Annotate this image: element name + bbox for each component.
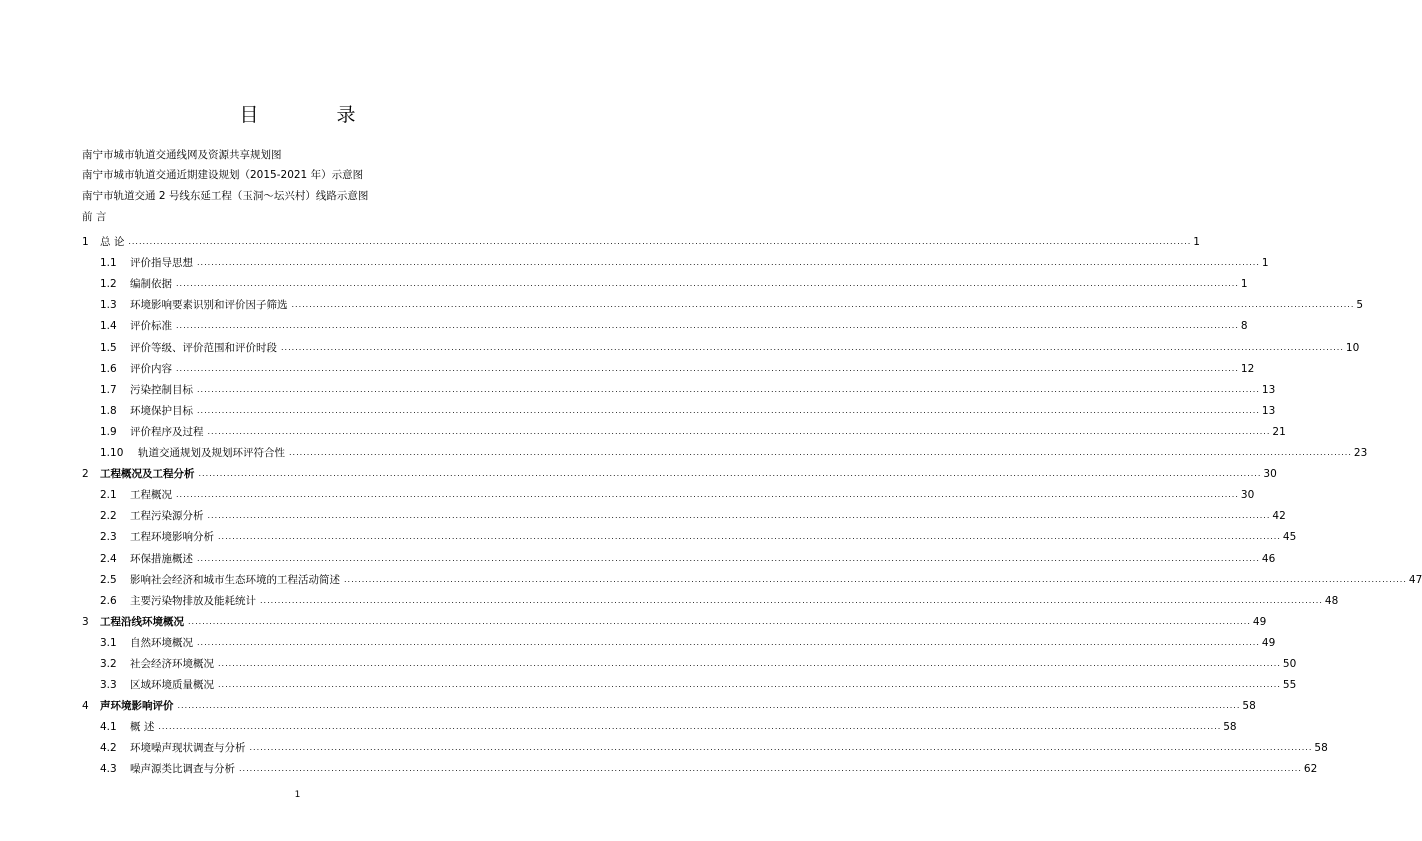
toc-entry-label: 声环境影响评价 [100, 700, 174, 713]
toc-entry[interactable] [82, 587, 1339, 608]
toc-entry-page: 48 [1324, 594, 1339, 607]
toc-entry-label: 工程污染源分析 [130, 510, 204, 523]
toc-entry-page: 47 [1408, 573, 1422, 586]
toc-entry[interactable] [82, 397, 1276, 418]
toc-entry[interactable] [82, 755, 1318, 776]
toc-entry-number: 2 [82, 468, 89, 481]
toc-entry-number: 1.7 [100, 383, 117, 396]
toc-entry-number: 3 [82, 615, 89, 628]
toc-entry[interactable] [82, 460, 1277, 481]
toc-dot-leader: ............................................................................................................................................................................................................................................................................................................ [188, 616, 1251, 626]
toc-entry[interactable] [82, 713, 1237, 734]
toc-entry-page: 58 [1223, 721, 1237, 734]
toc-dot-leader: ............................................................................................................................................................................................................................................................................................................ [128, 237, 1192, 247]
toc-entry-label: 影响社会经济和城市生态环境的工程活动简述 [130, 573, 340, 586]
toc-entry-label: 概 述 [130, 721, 155, 734]
toc-entry-label: 污染控制目标 [130, 383, 193, 396]
toc-entry-number: 2.4 [100, 552, 117, 565]
toc-entry-label: 评价程序及过程 [130, 425, 204, 438]
toc-entry-page: 45 [1282, 531, 1297, 544]
toc-dot-leader: ............................................................................................................................................................................................................................................................................................................ [291, 300, 1355, 310]
toc-entry[interactable] [82, 376, 1276, 397]
front-matter-item[interactable]: 南宁市城市轨道交通线网及资源共享规划图 [82, 149, 282, 161]
toc-entry-label: 环境噪声现状调查与分析 [130, 742, 246, 755]
toc-entry-number: 1.6 [100, 362, 117, 375]
toc-dot-leader: ............................................................................................................................................................................................................................................................................................................ [207, 426, 1271, 436]
toc-entry-page: 30 [1240, 489, 1255, 502]
toc-dot-leader: ............................................................................................................................................................................................................................................................................................................ [176, 363, 1239, 373]
toc-entry-page: 23 [1353, 447, 1368, 460]
toc-entry[interactable] [82, 249, 1269, 270]
toc-dot-leader: ............................................................................................................................................................................................................................................................................................................ [218, 680, 1281, 690]
toc-entry-page: 50 [1282, 657, 1297, 670]
toc-entry-page: 58 [1242, 700, 1256, 713]
toc-entry-label: 轨道交通规划及规划环评符合性 [138, 447, 285, 460]
toc-dot-leader: ............................................................................................................................................................................................................................................................................................................ [260, 595, 1323, 605]
toc-entry-label: 工程环境影响分析 [130, 531, 214, 544]
toc-entry-number: 1.4 [100, 320, 117, 333]
toc-entry-number: 4 [82, 700, 89, 713]
toc-entry-label: 区域环境质量概况 [130, 679, 214, 692]
toc-entry-number: 3.3 [100, 679, 117, 692]
toc-entry-number: 1.9 [100, 425, 117, 438]
toc-entry[interactable] [82, 566, 1422, 587]
front-matter-item[interactable]: 南宁市轨道交通 2 号线东延工程（玉洞～坛兴村）线路示意图 [82, 190, 369, 202]
toc-entry-label: 环保措施概述 [130, 552, 193, 565]
toc-dot-leader: ............................................................................................................................................................................................................................................................................................................ [281, 342, 1344, 352]
toc-dot-leader: ............................................................................................................................................................................................................................................................................................................ [176, 321, 1239, 331]
front-matter-item[interactable]: 南宁市城市轨道交通近期建设规划（2015-2021 年）示意图 [82, 169, 364, 181]
toc-entry-number: 1.1 [100, 257, 117, 270]
toc-entry[interactable] [82, 523, 1297, 544]
toc-dot-leader: ............................................................................................................................................................................................................................................................................................................ [158, 722, 1222, 732]
toc-dot-leader: ............................................................................................................................................................................................................................................................................................................ [176, 490, 1239, 500]
toc-entry-page: 13 [1261, 383, 1276, 396]
toc-entry-number: 1.8 [100, 404, 117, 417]
toc-entry-number: 4.3 [100, 763, 117, 776]
toc-entry[interactable] [82, 355, 1255, 376]
toc-entry-page: 62 [1303, 763, 1318, 776]
page-number: 1 [294, 790, 301, 800]
toc-entry[interactable] [82, 544, 1276, 565]
toc-entry-number: 1.2 [100, 278, 117, 291]
toc-entry-label: 评价标准 [130, 320, 172, 333]
toc-dot-leader: ............................................................................................................................................................................................................................................................................................................ [239, 764, 1302, 774]
toc-entry-number: 4.1 [100, 721, 117, 734]
toc-entry-page: 5 [1356, 299, 1364, 312]
toc-entry-number: 3.2 [100, 657, 117, 670]
toc-entry-page: 30 [1263, 468, 1277, 481]
toc-dot-leader: ............................................................................................................................................................................................................................................................................................................ [207, 511, 1271, 521]
toc-entry-label: 工程概况及工程分析 [100, 468, 195, 481]
toc-entry-page: 58 [1314, 742, 1328, 755]
toc-entry-number: 1.3 [100, 299, 117, 312]
toc-entry-label: 环境影响要素识别和评价因子筛选 [130, 299, 288, 312]
toc-entry-label: 工程沿线环境概况 [100, 615, 184, 628]
toc-entry-label: 工程概况 [130, 489, 172, 502]
toc-entry-number: 2.2 [100, 510, 117, 523]
toc-entry[interactable] [82, 270, 1248, 291]
toc-dot-leader: ............................................................................................................................................................................................................................................................................................................ [344, 574, 1407, 584]
toc-entry-page: 8 [1240, 320, 1248, 333]
toc-entry[interactable] [82, 608, 1267, 629]
toc-entry-number: 2.6 [100, 594, 117, 607]
toc-entry-number: 1.10 [100, 447, 124, 460]
toc-entry-label: 自然环境概况 [130, 636, 193, 649]
toc-entry-number: 2.5 [100, 573, 117, 586]
toc-dot-leader: ............................................................................................................................................................................................................................................................................................................ [177, 701, 1241, 711]
toc-entry-label: 主要污染物排放及能耗统计 [130, 594, 256, 607]
toc-entry-page: 1 [1193, 236, 1200, 249]
table-of-contents [82, 228, 1422, 776]
toc-entry[interactable] [82, 312, 1248, 333]
toc-entry-label: 评价等级、评价范围和评价时段 [130, 341, 277, 354]
toc-dot-leader: ............................................................................................................................................................................................................................................................................................................ [218, 658, 1281, 668]
toc-entry-page: 13 [1261, 404, 1276, 417]
toc-entry-page: 46 [1261, 552, 1276, 565]
toc-entry[interactable] [82, 671, 1297, 692]
toc-entry-page: 12 [1240, 362, 1255, 375]
front-matter-item[interactable]: 前 言 [82, 211, 107, 223]
toc-entry-label: 社会经济环境概况 [130, 657, 214, 670]
toc-entry[interactable] [82, 291, 1364, 312]
page-title: 目 录 [239, 104, 392, 126]
toc-dot-leader: ............................................................................................................................................................................................................................................................................................................ [197, 405, 1260, 415]
toc-entry-page: 49 [1252, 615, 1267, 628]
toc-entry[interactable] [82, 734, 1328, 755]
toc-dot-leader: ............................................................................................................................................................................................................................................................................................................ [197, 384, 1260, 394]
toc-entry[interactable] [82, 692, 1256, 713]
toc-entry-page: 49 [1261, 636, 1276, 649]
toc-entry-page: 42 [1272, 510, 1286, 523]
toc-dot-leader: ............................................................................................................................................................................................................................................................................................................ [289, 448, 1352, 458]
toc-entry-page: 10 [1345, 341, 1360, 354]
toc-entry-label: 评价内容 [130, 362, 172, 375]
toc-entry-number: 2.1 [100, 489, 117, 502]
toc-dot-leader: ............................................................................................................................................................................................................................................................................................................ [198, 469, 1262, 479]
toc-entry-page: 1 [1240, 278, 1248, 291]
toc-entry-number: 2.3 [100, 531, 117, 544]
toc-entry-label: 评价指导思想 [130, 257, 193, 270]
toc-entry[interactable] [82, 629, 1276, 650]
toc-entry-number: 1.5 [100, 341, 117, 354]
toc-dot-leader: ............................................................................................................................................................................................................................................................................................................ [197, 637, 1260, 647]
toc-entry-label: 编制依据 [130, 278, 172, 291]
toc-dot-leader: ............................................................................................................................................................................................................................................................................................................ [249, 743, 1313, 753]
toc-dot-leader: ............................................................................................................................................................................................................................................................................................................ [176, 279, 1239, 289]
toc-entry[interactable] [82, 333, 1360, 354]
toc-entry-label: 噪声源类比调查与分析 [130, 763, 235, 776]
toc-entry-number: 3.1 [100, 636, 117, 649]
toc-entry-label: 总 论 [100, 236, 125, 249]
toc-entry[interactable] [82, 650, 1297, 671]
toc-entry-label: 环境保护目标 [130, 404, 193, 417]
toc-dot-leader: ............................................................................................................................................................................................................................................................................................................ [218, 532, 1281, 542]
toc-entry[interactable] [82, 502, 1286, 523]
toc-entry[interactable] [82, 228, 1200, 249]
toc-entry[interactable] [82, 418, 1286, 439]
toc-entry-page: 55 [1282, 679, 1297, 692]
toc-entry[interactable] [82, 439, 1368, 460]
toc-entry-number: 1 [82, 236, 89, 249]
toc-entry-number: 4.2 [100, 742, 117, 755]
toc-entry-page: 21 [1272, 425, 1286, 438]
toc-dot-leader: ............................................................................................................................................................................................................................................................................................................ [197, 553, 1260, 563]
toc-dot-leader: ............................................................................................................................................................................................................................................................................................................ [197, 258, 1260, 268]
toc-entry-page: 1 [1261, 257, 1269, 270]
toc-entry[interactable] [82, 481, 1255, 502]
